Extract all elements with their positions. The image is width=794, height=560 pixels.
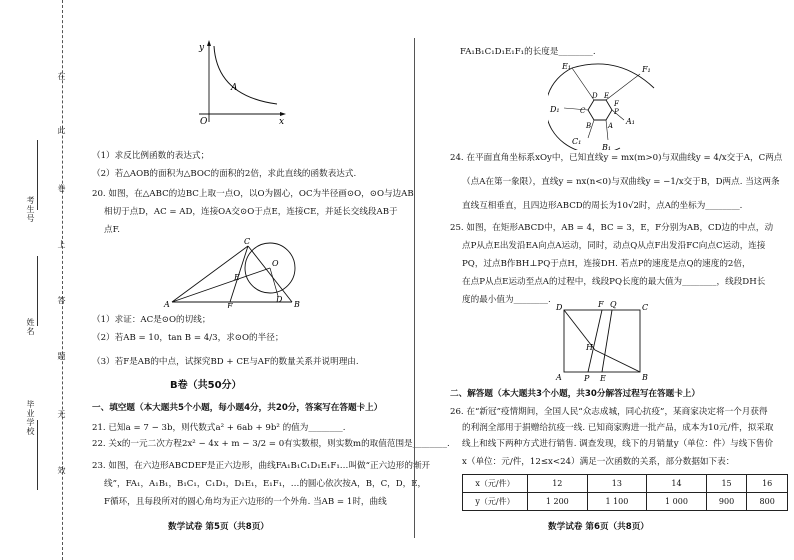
fig25-label: P bbox=[584, 374, 590, 382]
q20-line-1: 20. 如图，在△ABC的边BC上取一点O，以O为圆心，OC为半径画⊙O，⊙O与边AB bbox=[92, 189, 414, 199]
q25-line-5: 度的最小值为________. bbox=[462, 295, 551, 305]
fig23-label: F₁ bbox=[642, 65, 651, 74]
fig25-label: F bbox=[598, 300, 604, 309]
binding-mark: 答 bbox=[57, 296, 66, 305]
binding-mark: 题 bbox=[57, 352, 66, 361]
graph-origin-label: O bbox=[200, 117, 208, 127]
fig23-label: E bbox=[604, 92, 610, 100]
data-table bbox=[462, 474, 788, 511]
table-cell: 12 bbox=[528, 475, 588, 493]
fig23-label: D bbox=[592, 92, 598, 100]
table-row-header: x（元/件） bbox=[463, 475, 528, 493]
fig20-label: F bbox=[227, 302, 233, 308]
fig23-label: E₁ bbox=[562, 62, 572, 71]
fig20-label: C bbox=[244, 237, 251, 246]
left-page-footer: 数学试卷 第5页（共8页） bbox=[168, 522, 269, 532]
table-row-header: y（元/件） bbox=[463, 493, 528, 511]
field-line bbox=[37, 420, 38, 490]
binding-mark: 此 bbox=[57, 126, 66, 135]
q24-line-2: （点A在第一象限），直线y = nx(n<0)与双曲线y = −1/x交于B，D两点. 当这两条 bbox=[462, 177, 780, 187]
table-cell: 800 bbox=[747, 493, 788, 511]
right-page-footer: 数学试卷 第6页（共8页） bbox=[548, 522, 649, 532]
field-label-school: 毕业学校 bbox=[26, 400, 35, 436]
table-cell: 900 bbox=[706, 493, 747, 511]
fig25-label: E bbox=[600, 374, 606, 382]
graph-y-label: y bbox=[199, 43, 205, 53]
q20-sub-3: （3）若F是AB的中点，试探究BD + CE与AF的数量关系并说明理由. bbox=[92, 357, 359, 367]
q25-rectangle-figure bbox=[550, 300, 650, 382]
fig23-label: B₁ bbox=[602, 143, 612, 150]
binding-dashed-line bbox=[62, 0, 63, 560]
q23-continued: FA₁B₁C₁D₁E₁F₁的长度是________. bbox=[460, 47, 596, 57]
fig25-label: C bbox=[642, 303, 649, 312]
q20-line-2: 相切于点D，AC = AD，连接OA交⊙O于点E，连接CE，并延长交线段AB于 bbox=[104, 207, 398, 217]
q19-sub-1: （1）求反比例函数的表达式； bbox=[92, 151, 210, 161]
fig20-label: D bbox=[276, 295, 283, 304]
fig20-label: B bbox=[294, 300, 300, 308]
table-cell: 16 bbox=[747, 475, 788, 493]
fig23-label: C₁ bbox=[572, 137, 582, 146]
graph-x-label: x bbox=[279, 117, 285, 127]
binding-mark: 效 bbox=[57, 466, 66, 475]
q20-figure bbox=[160, 236, 310, 308]
table-row bbox=[463, 475, 788, 493]
q24-line-3: 直线互相垂直，且四边形ABCD的周长为10√2时，点A的坐标为________. bbox=[462, 201, 743, 211]
field-line bbox=[37, 140, 38, 210]
q20-sub-1: （1）求证：AC是⊙O的切线； bbox=[92, 315, 211, 325]
center-fold-line bbox=[414, 38, 415, 538]
fig25-label: A bbox=[556, 373, 562, 382]
binding-mark: 在 bbox=[57, 72, 66, 81]
fig23-label: F bbox=[614, 100, 619, 108]
q23-line-3: F循环，且每段所对的圆心角均为正六边形的一个外角. 当AB = 1时，曲线 bbox=[104, 497, 387, 507]
fig20-label: O bbox=[272, 259, 279, 268]
graph-point-a: A bbox=[231, 83, 238, 93]
q23-line-1: 23. 如图，在六边形ABCDEF是正六边形，曲线FA₁B₁C₁D₁E₁F₁…叫做“正六边形的渐开 bbox=[92, 461, 431, 471]
field-label-name: 姓名 bbox=[26, 318, 35, 336]
fig23-label: A₁ bbox=[626, 117, 635, 126]
q23-hexagon-figure bbox=[548, 60, 668, 150]
q20-sub-2: （2）若AB = 10，tan B = 4/3，求⊙O的半径； bbox=[92, 333, 284, 343]
fig25-label: H bbox=[586, 343, 593, 352]
fig20-label: E bbox=[234, 273, 240, 282]
binding-mark: 无 bbox=[57, 410, 66, 419]
q21-text: 21. 已知a = 7 − 3b，则代数式a² + 6ab + 9b² 的值为________. bbox=[92, 423, 346, 433]
q26-line-4: x（单位：元/件，12≤x<24）满足一次函数的关系，部分数据如下表： bbox=[462, 457, 735, 467]
q26-line-1: 26. 在“新冠”疫情期间，全国人民“众志成城，同心抗疫”，某商家决定将一个月获得 bbox=[450, 407, 768, 417]
fig23-label: A bbox=[608, 122, 614, 130]
q19-sub-2: （2）若△AOB的面积为△BOC的面积的2倍，求此直线的函数表达式. bbox=[92, 169, 357, 179]
table-cell: 1 100 bbox=[587, 493, 647, 511]
table-cell: 1 200 bbox=[528, 493, 588, 511]
section-b-title: B卷（共50分） bbox=[170, 380, 242, 391]
q22-text: 22. 关x的一元二次方程2x² − 4x + m − 3/2 = 0有实数根，则实数m的取值范围是________. bbox=[92, 439, 450, 449]
q25-line-1: 25. 如图，在矩形ABCD中，AB = 4，BC = 3，E，F分别为AB，CD边的中点，动 bbox=[450, 223, 774, 233]
q24-line-1: 24. 在平面直角坐标系xOy中，已知直线y = mx(m>0)与双曲线y = 4/x交于A，C两点 bbox=[450, 153, 783, 163]
binding-mark: 上 bbox=[57, 240, 66, 249]
q25-line-3: PQ，过点B作BH⊥PQ于点H，连接DH. 若点P的速度是点Q的速度的2倍， bbox=[462, 259, 751, 269]
fig25-label: D bbox=[556, 303, 563, 312]
fig25-label: B bbox=[642, 373, 648, 382]
field-label-exam-number: 考生号 bbox=[26, 196, 35, 223]
q23-line-2: 线”，FA₁，A₁B₁，B₁C₁，C₁D₁，D₁E₁，E₁F₁，…的圆心依次按A，B，C，D，E， bbox=[104, 479, 427, 489]
q25-line-4: 在点P从点E运动至点A的过程中，线段PQ长度的最大值为________，线段DH长 bbox=[462, 277, 766, 287]
binding-mark: 卷 bbox=[57, 184, 66, 193]
fill-in-header: 一、填空题（本大题共5个小题，每小题4分，共20分，答案写在答题卡上） bbox=[92, 403, 383, 413]
fig25-label: Q bbox=[610, 300, 617, 309]
q26-line-2: 的利润全部用于捐赠给抗疫一线. 已知商家购进一批产品，成本为10元/件，拟采取 bbox=[462, 423, 774, 433]
fig23-label: D₁ bbox=[550, 105, 560, 114]
fig23-label: P bbox=[614, 108, 619, 116]
q25-line-2: 点P从点E出发沿EA向点A运动，同时，动点Q从点F出发沿FC向点C运动，连接 bbox=[462, 241, 766, 251]
table-cell: 15 bbox=[706, 475, 747, 493]
table-cell: 13 bbox=[587, 475, 647, 493]
fig23-label: C bbox=[580, 107, 586, 115]
q26-line-3: 线上和线下两种方式进行销售. 调查发现，线下的月销量y（单位：件）与线下售价 bbox=[462, 439, 774, 449]
fig20-label: A bbox=[164, 300, 170, 308]
fig23-label: B bbox=[586, 122, 592, 130]
q20-line-3: 点F. bbox=[104, 225, 120, 235]
table-cell: 14 bbox=[647, 475, 707, 493]
table-row bbox=[463, 493, 788, 511]
table-cell: 1 000 bbox=[647, 493, 707, 511]
answer-section-header: 二、解答题（本大题共3个小题，共30分解答过程写在答题卡上） bbox=[450, 389, 700, 399]
inverse-function-graph bbox=[195, 38, 290, 128]
field-line bbox=[37, 256, 38, 326]
